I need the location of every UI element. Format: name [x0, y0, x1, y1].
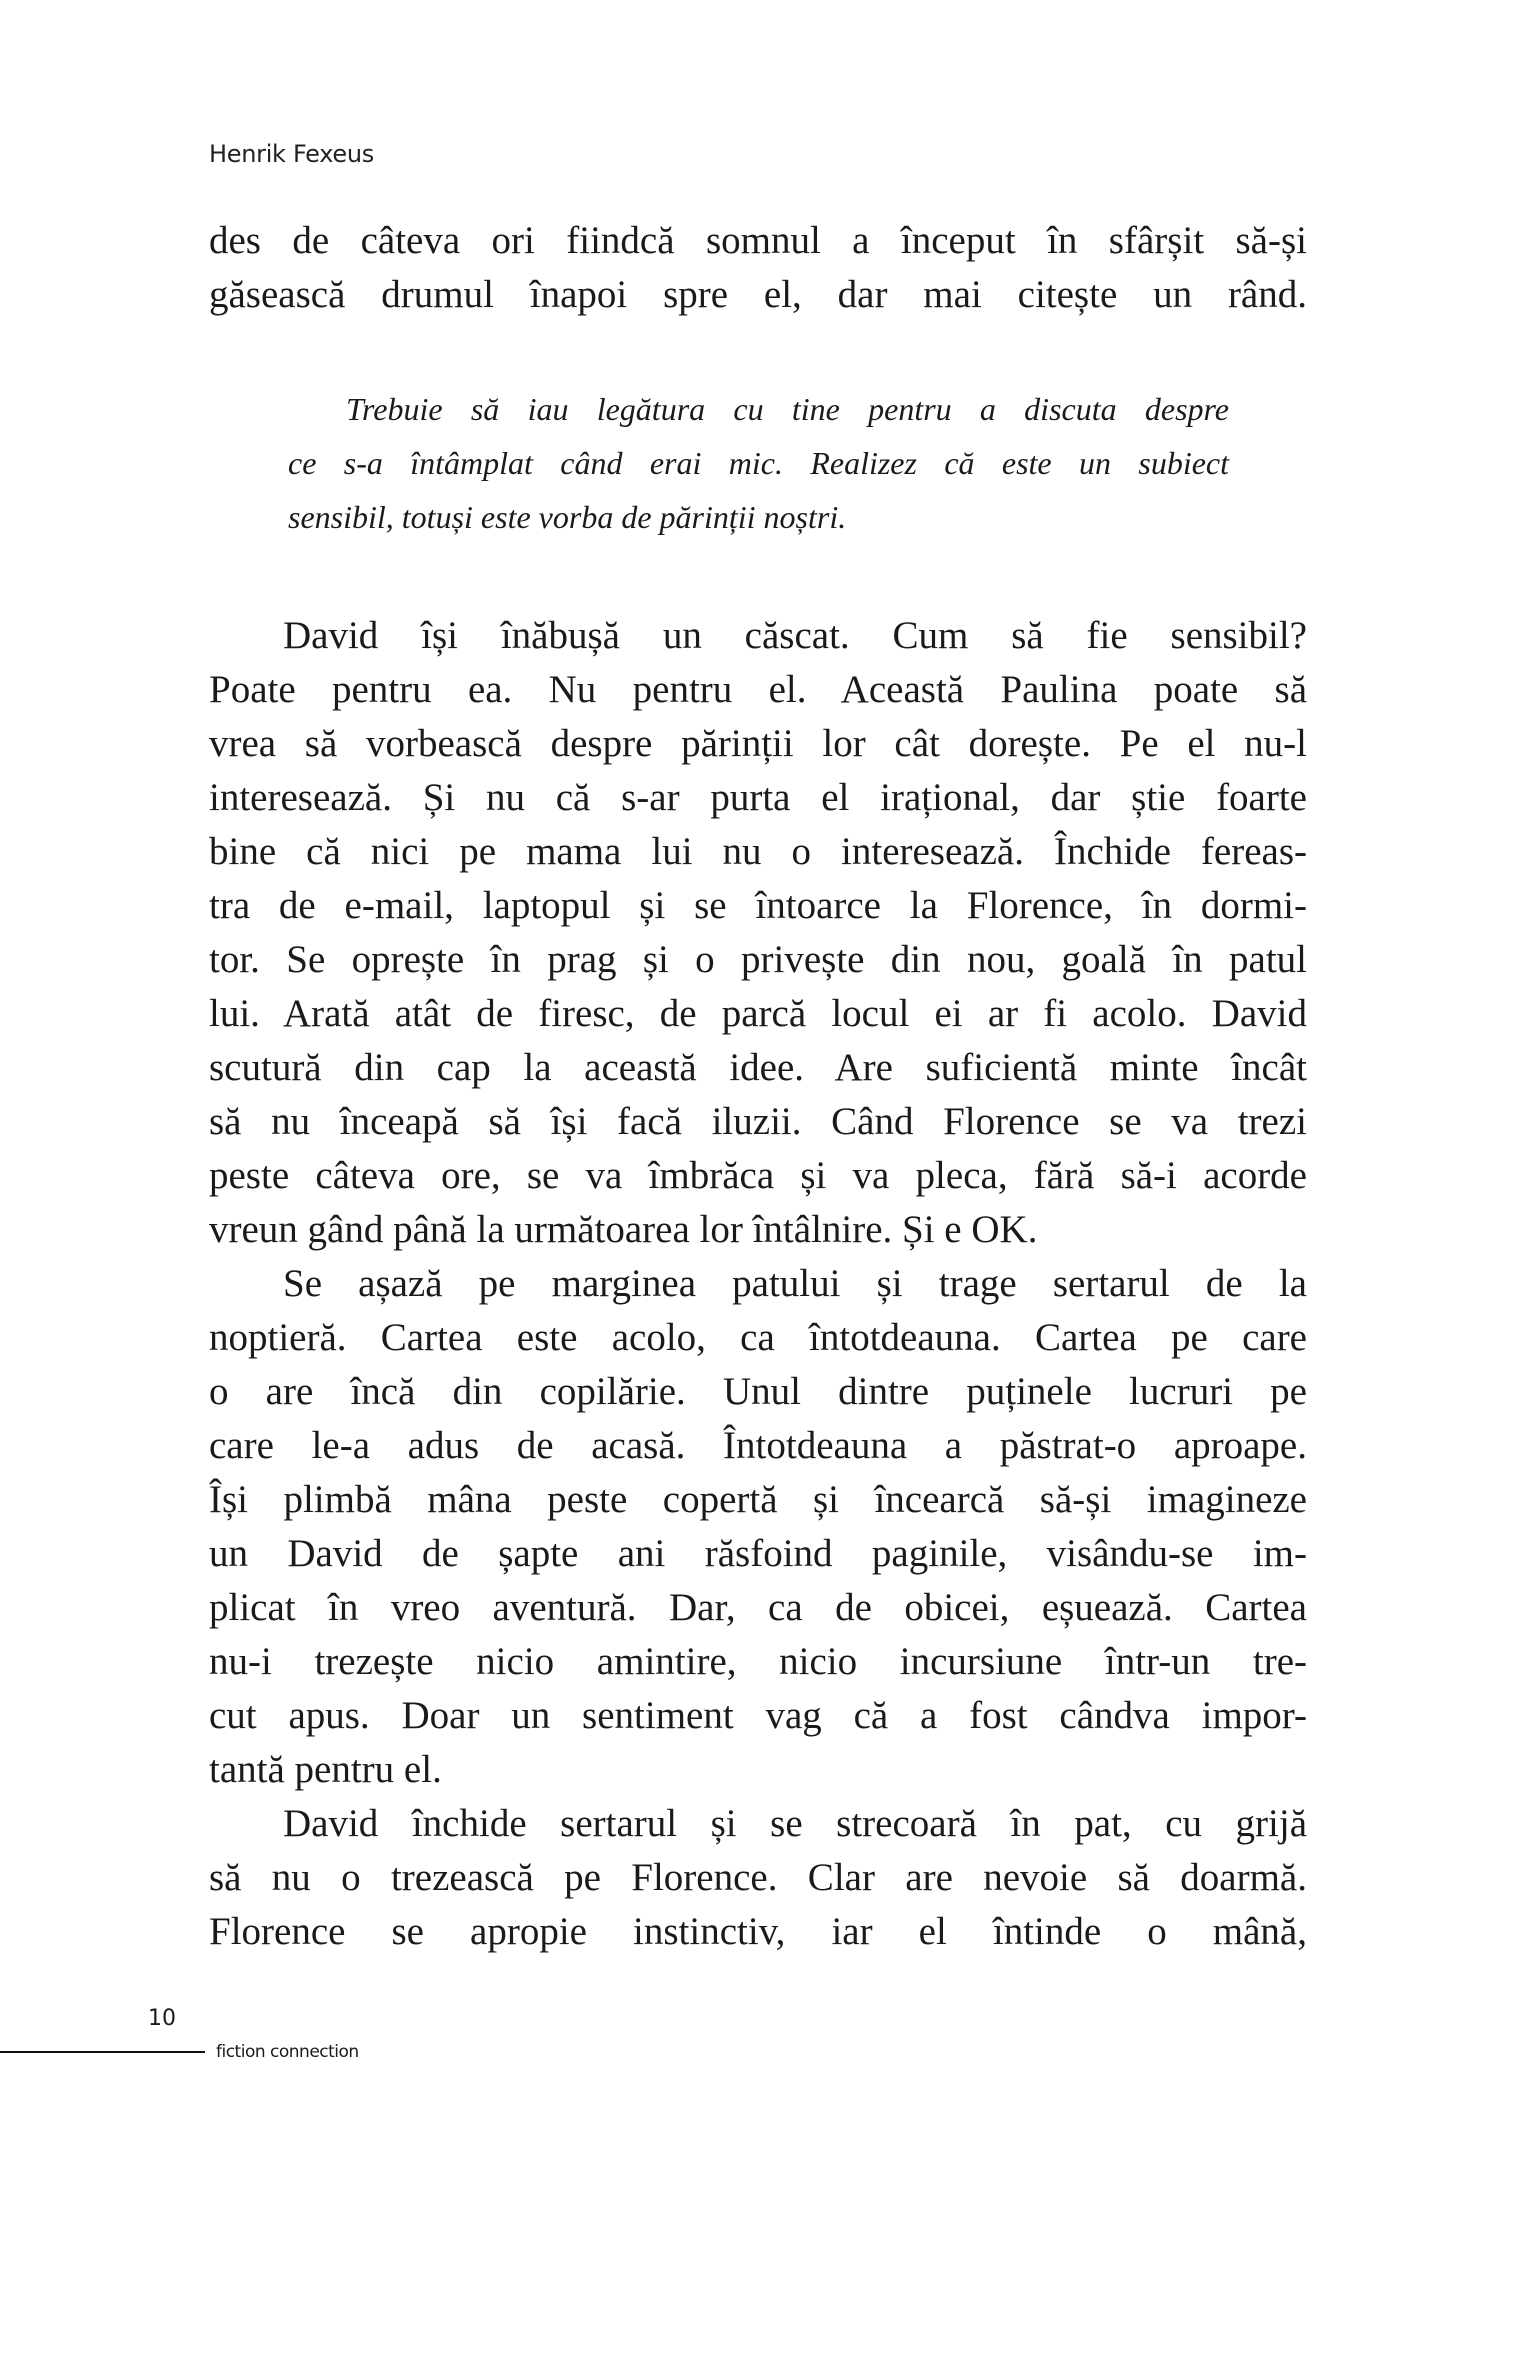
footer-rule	[0, 2051, 205, 2053]
opening-paragraph	[209, 214, 1307, 322]
text-line: interesează. Și nu că s-ar purta el irațional, dar știe foarte	[209, 776, 1307, 819]
text-line: Poate pentru ea. Nu pentru el. Această Paulina poate să	[209, 668, 1307, 711]
text-line: peste câteva ore, se va îmbrăca și va pleca, fără să-i acorde	[209, 1154, 1307, 1197]
paragraph	[209, 609, 1307, 1257]
text-line: cut apus. Doar un sentiment vag că a fost cândva impor-	[209, 1694, 1307, 1737]
text-line: vrea să vorbească despre părinții lor cât dorește. Pe el nu-l	[209, 722, 1307, 765]
text-line: lui. Arată atât de firesc, de parcă locul ei ar fi acolo. David	[209, 992, 1307, 1035]
text-line: nu-i trezește nicio amintire, nicio incursiune într-un tre-	[209, 1640, 1307, 1683]
text-line: să nu înceapă să își facă iluzii. Când Florence se va trezi	[209, 1100, 1307, 1143]
text-line: Își plimbă mâna peste copertă și încearcă să-și imagineze	[209, 1478, 1307, 1521]
text-line: David își înăbușă un căscat. Cum să fie sensibil?	[283, 614, 1307, 657]
text-line: un David de șapte ani răsfoind paginile, visându-se im-	[209, 1532, 1307, 1575]
italic-email-quote	[288, 382, 1229, 544]
text-line: bine că nici pe mama lui nu o interesează. Închide fereas-	[209, 830, 1307, 873]
text-line: David închide sertarul și se strecoară în pat, cu grijă	[283, 1802, 1307, 1845]
main-text	[209, 609, 1307, 1959]
text-line: scutură din cap la această idee. Are suficientă minte încât	[209, 1046, 1307, 1089]
text-line: tra de e-mail, laptopul și se întoarce la Florence, în dormi-	[209, 884, 1307, 927]
text-line: să nu o trezească pe Florence. Clar are nevoie să doarmă.	[209, 1856, 1307, 1899]
page-number: 10	[148, 2006, 176, 2031]
paragraph	[209, 1257, 1307, 1797]
text-line: Florence se apropie instinctiv, iar el întinde o mână,	[209, 1910, 1307, 1953]
quote-line: Trebuie să iau legătura cu tine pentru a discuta despre	[346, 391, 1229, 427]
paragraph	[209, 1797, 1307, 1959]
text-line: noptieră. Cartea este acolo, ca întotdeauna. Cartea pe care	[209, 1316, 1307, 1359]
text-line: găsească drumul înapoi spre el, dar mai citește un rând.	[209, 273, 1307, 316]
text-line: o are încă din copilărie. Unul dintre puținele lucruri pe	[209, 1370, 1307, 1413]
text-line: tantă pentru el.	[209, 1748, 442, 1791]
text-line: vreun gând până la următoarea lor întâlnire. Și e OK.	[209, 1208, 1038, 1251]
text-line: Se așază pe marginea patului și trage sertarul de la	[283, 1262, 1307, 1305]
text-line: des de câteva ori fiindcă somnul a început în sfârșit să-și	[209, 219, 1307, 262]
text-line: plicat în vreo aventură. Dar, ca de obicei, eșuează. Cartea	[209, 1586, 1307, 1629]
running-header-author: Henrik Fexeus	[209, 140, 374, 168]
text-line: tor. Se oprește în prag și o privește din nou, goală în patul	[209, 938, 1307, 981]
footer-imprint: fiction connection	[216, 2042, 359, 2062]
text-line: care le-a adus de acasă. Întotdeauna a păstrat-o aproape.	[209, 1424, 1307, 1467]
quote-line: ce s-a întâmplat când erai mic. Realizez că este un subiect	[288, 445, 1229, 481]
quote-line: sensibil, totuși este vorba de părinții noștri.	[288, 499, 847, 535]
